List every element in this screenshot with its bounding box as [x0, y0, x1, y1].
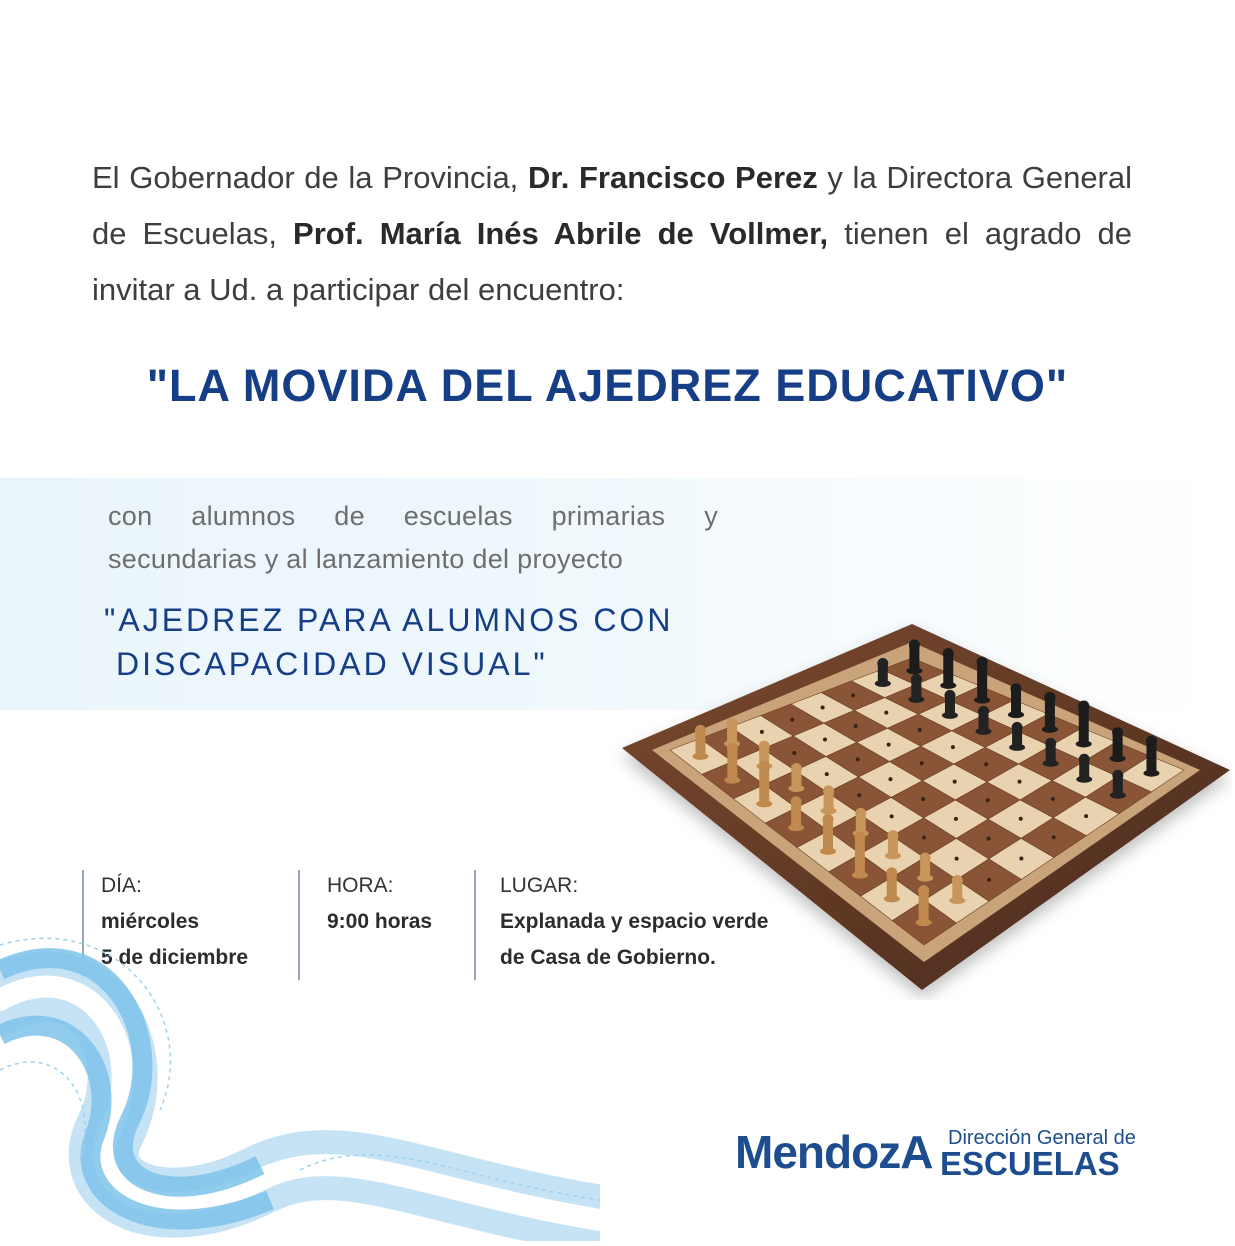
day-label: DÍA: [101, 874, 142, 897]
governor-name: Dr. Francisco Perez [527, 160, 818, 195]
subtext-line-1: con alumnos de escuelas primarias y [108, 501, 718, 531]
day-value-1: miércoles [101, 910, 200, 933]
event-title: "LA MOVIDA DEL AJEDREZ EDUCATIVO" [146, 360, 1069, 411]
place-value-2: de Casa de Gobierno. [500, 946, 716, 969]
project-title-line-1: "AJEDREZ PARA ALUMNOS CON [104, 602, 674, 638]
logo-mendoza-word: MendozA [735, 1126, 933, 1178]
subtext-line-2: secundarias y al lanzamiento del proyecto [108, 544, 624, 574]
time-label: HORA: [327, 874, 394, 897]
time-value: 9:00 horas [327, 910, 433, 933]
intro-text-3: tienen el agrado de invitar a Ud. a participar del encuentro: [92, 216, 1132, 307]
flag-ribbon-decoration [0, 930, 600, 1241]
director-name: Prof. María Inés Abrile de Vollmer, [293, 216, 829, 251]
day-value-2: 5 de diciembre [101, 946, 249, 969]
intro-text-2: y la Directora General de Escuelas, [92, 160, 1133, 251]
logo-line-2: ESCUELAS [940, 1145, 1120, 1182]
intro-text-1: El Gobernador de la Provincia, [92, 160, 528, 195]
logo-line-1: Dirección General de [948, 1127, 1136, 1149]
place-value-1: Explanada y espacio verde [500, 910, 769, 933]
subtext [108, 495, 718, 581]
intro-paragraph [92, 150, 1132, 318]
mendoza-escuelas-logo [735, 1115, 1155, 1185]
project-title-line-2: DISCAPACIDAD VISUAL" [116, 646, 548, 682]
place-label: LUGAR: [500, 874, 579, 897]
